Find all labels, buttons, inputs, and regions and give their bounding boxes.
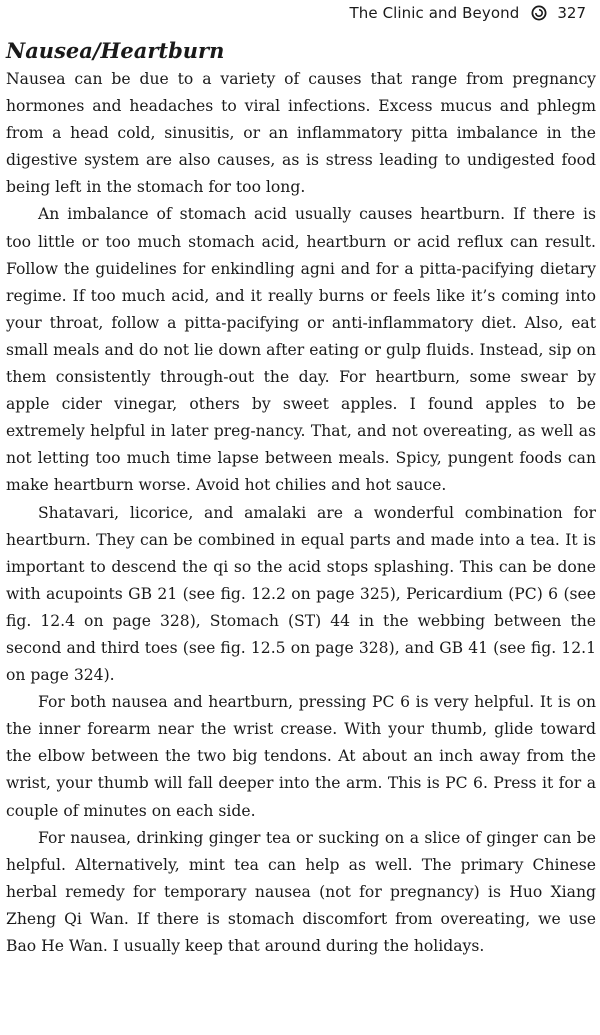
page-number: 327 xyxy=(557,4,586,22)
paragraph: Shatavari, licorice, and amalaki are a wonderful combination for heartburn. They can be combined in equal parts and made into a tea. It is important to descend the qi so the acid stops splashing. This can be done with acupoints GB 21 (see fig. 12.2 on page 325), Pericardium (PC) 6 (see fig. 12.4 on page 328), Stomach (ST) 44 in the webbing between the second and third toes (see fig. 12.5 on page 328), and GB 41 (see fig. 12.1 on page 324). xyxy=(6,503,596,685)
body-text xyxy=(6,66,596,960)
paragraph: For both nausea and heartburn, pressing PC 6 is very helpful. It is on the inner forearm near the wrist crease. With your thumb, glide toward the elbow between the two big tendons. At about an inch away from the wrist, your thumb will fall deeper into the arm. This is PC 6. Press it for a couple of minutes on each side. xyxy=(6,693,596,820)
paragraph: An imbalance of stomach acid usually causes heartburn. If there is too little or too much stomach acid, heartburn or acid reflux can result. Follow the guidelines for enkindling agni and for a pitta-pacifying dietary regime. If too much acid, and it really burns or feels like it’s coming into your throat, follow a pitta-pacifying or anti-inflammatory diet. Also, eat small meals and do not lie down after eating or gulp fluids. Instead, sip on them consistently through-out the day. For heartburn, some swear by apple cider vinegar, others by sweet apples. I found apples to be extremely helpful in later preg-nancy. That, and not overeating, as well as not letting too much time lapse between meals. Spicy, pungent foods can make heartburn worse. Avoid hot chilies and hot sauce. xyxy=(6,205,596,495)
spiral-icon xyxy=(531,5,547,21)
paragraph: For nausea, drinking ginger tea or sucking on a slice of ginger can be helpful. Alternatively, mint tea can help as well. The primary Chinese herbal remedy for temporary nausea (not for pregnancy) is Huo Xiang Zheng Qi Wan. If there is stomach discomfort from overeating, we use Bao He Wan. I usually keep that around during the holidays. xyxy=(6,828,596,955)
paragraph: Nausea can be due to a variety of causes that range from pregnancy hormones and headaches to viral infections. Excess mucus and phlegm from a head cold, sinusitis, or an inflammatory pitta imbalance in the digestive system are also causes, as is stress leading to undigested food being left in the stomach for too long. xyxy=(6,70,596,197)
running-head xyxy=(350,4,587,22)
section-heading: Nausea/Heartburn xyxy=(6,38,225,63)
running-head-title: The Clinic and Beyond xyxy=(349,4,520,22)
